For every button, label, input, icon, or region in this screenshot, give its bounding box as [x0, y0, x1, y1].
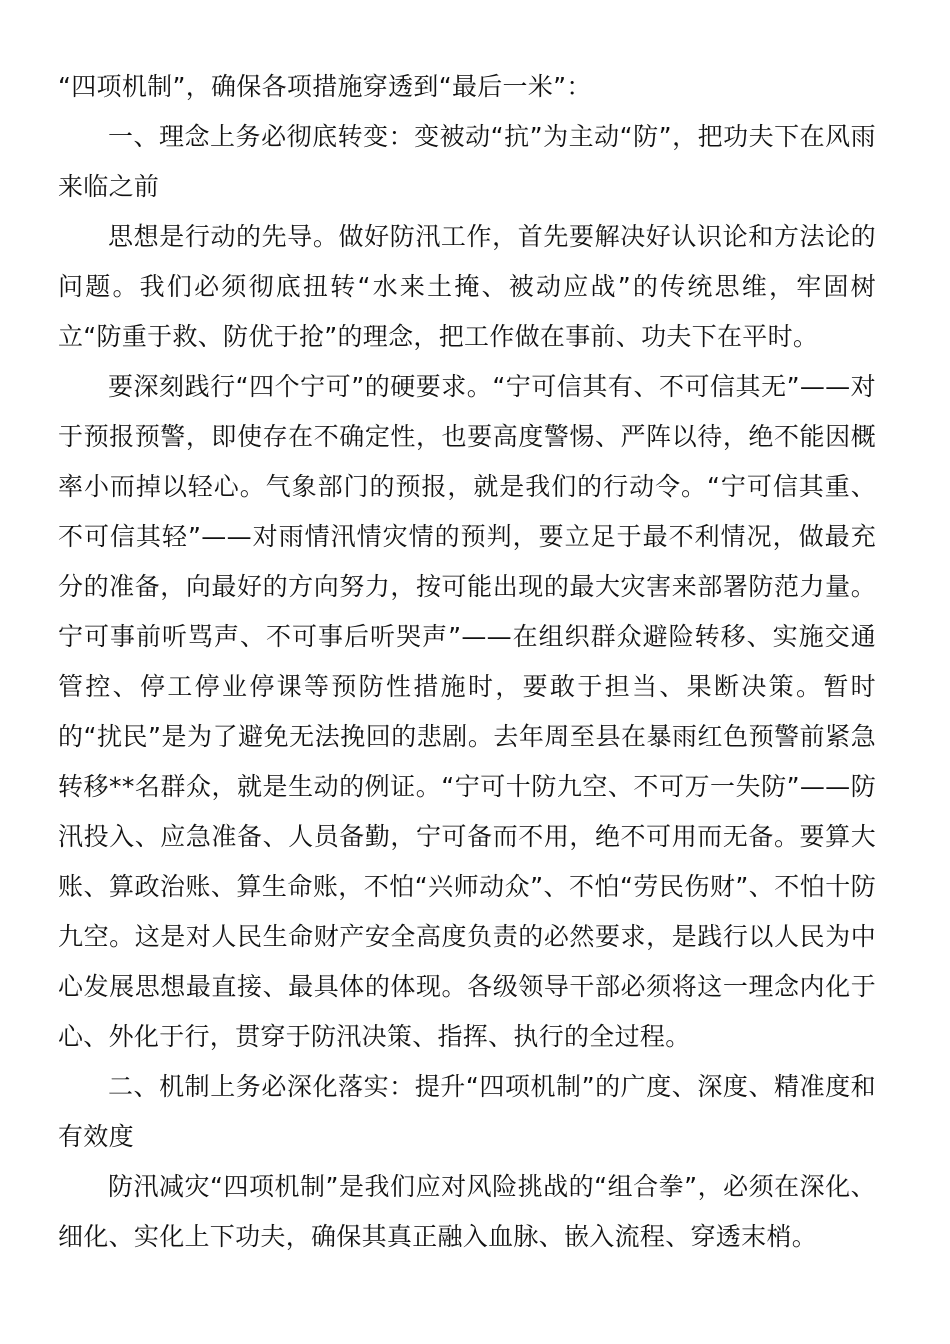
paragraph-four-mechanisms: 防汛减灾“四项机制”是我们应对风险挑战的“组合拳”，必须在深化、细化、实化上下功夫，确保其真正融入血脉、嵌入流程、穿透末梢。 [58, 1172, 876, 1251]
paragraph-four-ningke: 要深刻践行“四个宁可”的硬要求。“宁可信其有、不可信其无”——对于预报预警，即使存在不确定性，也要高度警惕、严阵以待，绝不能因概率小而掉以轻心。气象部门的预报，就是我们的行动令。“宁可信其重、不可信其轻”——对雨情汛情灾情的预判，要立足于最不利情况，做最充分的准备，向最好的方向努力，按可能出现的最大灾害来部署防范力量。宁可事前听骂声、不可事后听哭声”——在组织群众避险转移、实施交通管控、停工停业停课等预防性措施时，要敢于担当、果断决策。暂时的“扰民”是为了避免无法挽回的悲剧。去年周至县在暴雨红色预警前紧急转移**名群众，就是生动的例证。“宁可十防九空、不可万一失防”——防汛投入、应急准备、人员备勤，宁可备而不用，绝不可用而无备。要算大账、算政治账、算生命账，不怕“兴师动众”、不怕“劳民伤财”、不怕十防九空。这是对人民生命财产安全高度负责的必然要求，是践行以人民为中心发展思想最直接、最具体的体现。各级领导干部必须将这一理念内化于心、外化于行，贯穿于防汛决策、指挥、执行的全过程。 [58, 372, 876, 1051]
section-heading-one: 一、理念上务必彻底转变：变被动“抗”为主动“防”，把功夫下在风雨来临之前 [58, 122, 876, 201]
section-heading-two: 二、机制上务必深化落实：提升“四项机制”的广度、深度、精准度和有效度 [58, 1072, 876, 1151]
paragraph-intro: “四项机制”，确保各项措施穿透到“最后一米”： [58, 72, 592, 101]
paragraph-thinking: 思想是行动的先导。做好防汛工作，首先要解决好认识论和方法论的问题。我们必须彻底扭转“水来土掩、被动应战”的传统思维，牢固树立“防重于救、防优于抢”的理念，把工作做在事前、功夫下在平时。 [58, 222, 876, 351]
